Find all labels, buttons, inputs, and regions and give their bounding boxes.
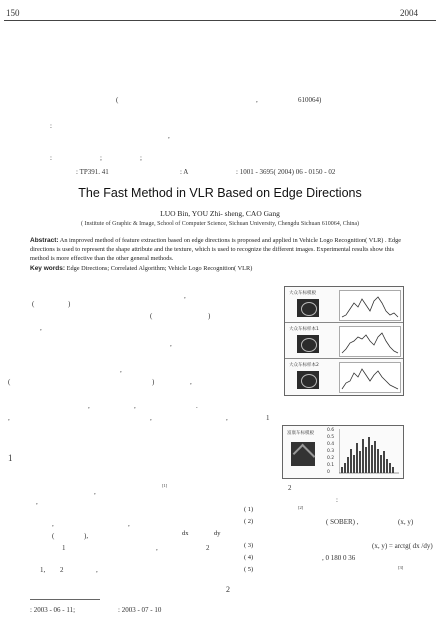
body-frag: , [156,544,158,552]
axis-tick: 0.3 [327,449,335,454]
equation-number-2: ( 2) [244,518,254,525]
body-frag: (x, y) [398,518,414,526]
body-frag: 2 [206,544,210,552]
abstract [30,236,414,263]
paper-title: The Fast Method in VLR Based on Edge Directions [78,186,362,200]
cn-semicolon-a: ; [100,154,102,162]
cn-affil-comma: , [256,96,258,104]
doc-code: : A [180,168,189,176]
body-frag: , [190,378,192,386]
cn-comma-a: , [168,132,170,140]
axis-tick: 0.1 [327,463,335,468]
figure-1-row [285,323,403,359]
body-frag: ( SOBER) , [326,518,359,526]
keywords-label: Key words: [30,265,66,272]
histogram-chart [339,326,401,357]
body-frag: , [184,292,186,300]
body-frag: 2 [60,566,64,574]
eq-dx: dx [182,530,189,537]
body-frag: , [94,488,96,496]
footnote-rule [30,599,100,600]
body-frag: , [8,414,10,422]
body-frag: , 0 180 0 36 [322,554,356,562]
figure-1-caption: 大众车标样本1 [289,327,319,332]
figure-1-caption: 大众车标样本2 [289,363,319,368]
received-date: : 2003 - 06 - 11; [30,606,76,614]
equation-number-5: ( 5) [244,566,254,573]
abstract-text: An improved method of feature extraction based on edge directions is proposed and applied in Vehicle Logo Recognition( VLR) . Edge directions is used to represent the shape attribute and the texture, which is used to recognize the different images. Experimental results show this method is more effective than the other general methods. [30,237,402,262]
body-frag: , [120,366,122,374]
axis-tick: 0.4 [327,442,335,447]
body-frag: ) [152,378,155,386]
figure-1 [284,286,404,396]
figure-2 [282,425,404,479]
body-frag: , [170,340,172,348]
body-frag: , [40,324,42,332]
page-number: 150 [6,8,20,18]
body-frag: , [150,414,152,422]
body-frag: : [336,496,338,504]
logo-thumbnail [297,371,319,389]
section-number: 1 [8,453,13,463]
axis-tick: 0.6 [327,428,335,433]
equation-number-1: ( 1) [244,506,254,513]
equation-number-3: ( 3) [244,542,254,549]
article-id: : 1001 - 3695( 2004) 06 - 0150 - 02 [236,168,336,176]
cn-affil-paren: ( [116,96,119,104]
body-frag: 1 [62,544,66,552]
keywords [30,264,414,273]
figure-2-caption: 富康车标模板 [287,431,314,436]
equation-number-4: ( 4) [244,554,254,561]
body-frag: , [36,498,38,506]
cn-colon-a: : [50,122,52,130]
body-frag: , [88,402,90,410]
figure-1-caption: 大众车标模板 [289,291,316,296]
histogram-chart [339,362,401,393]
body-frag: ( [150,312,153,320]
body-frag: ) [208,312,211,320]
abstract-label: Abstract: [30,237,59,244]
body-frag: ), [84,532,89,540]
header-rule [4,20,436,21]
class-number: : TP391. 41 [76,168,109,176]
body-frag: , [96,566,98,574]
figure-1-number: 1 [266,414,270,422]
body-frag: ) [68,300,71,308]
logo-thumbnail [297,299,319,317]
body-frag: . [196,402,198,410]
figure-2-number: 2 [288,484,292,492]
body-frag: ( [32,300,35,308]
body-frag: 1, [40,566,46,574]
cn-semicolon-b: ; [140,154,142,162]
body-frag: , [226,414,228,422]
axis-tick: 0 [327,470,330,475]
figure-1-row [285,359,403,394]
body-frag: , [134,402,136,410]
revised-date: : 2003 - 07 - 10 [118,606,162,614]
histogram-chart [339,290,401,321]
logo-thumbnail [291,442,315,466]
body-frag: (x, y) = arctg( dx /dy) [372,542,433,550]
axis-tick: 0.2 [327,456,335,461]
paper-authors: LUO Bin, YOU Zhi- sheng, CAO Gang [160,209,280,218]
cn-colon-b: : [50,154,52,162]
ref-marker: [1] [162,483,168,488]
body-frag: , [52,520,54,528]
eq-dy: dy [214,530,221,537]
histogram-chart [339,429,399,474]
ref-marker: [2] [298,505,304,510]
axis-tick: 0.5 [327,435,335,440]
header-year: 2004 [400,8,418,18]
cn-affil-postcode: 610064) [298,96,322,104]
body-frag: ( [52,532,55,540]
figure-1-row [285,287,403,323]
keywords-text: Edge Directions; Correlated Algorithm; Vehicle Logo Recognition( VLR) [66,265,253,272]
paper-affiliation: ( Institute of Graphic & Image, School of Computer Science, Sichuan University, Chengdu Sichuan 610064, China) [80,221,360,227]
body-frag: ( [8,378,11,386]
ref-marker: [3] [398,565,404,570]
section-2-number: 2 [226,585,230,594]
body-frag: , [128,520,130,528]
logo-thumbnail [297,335,319,353]
